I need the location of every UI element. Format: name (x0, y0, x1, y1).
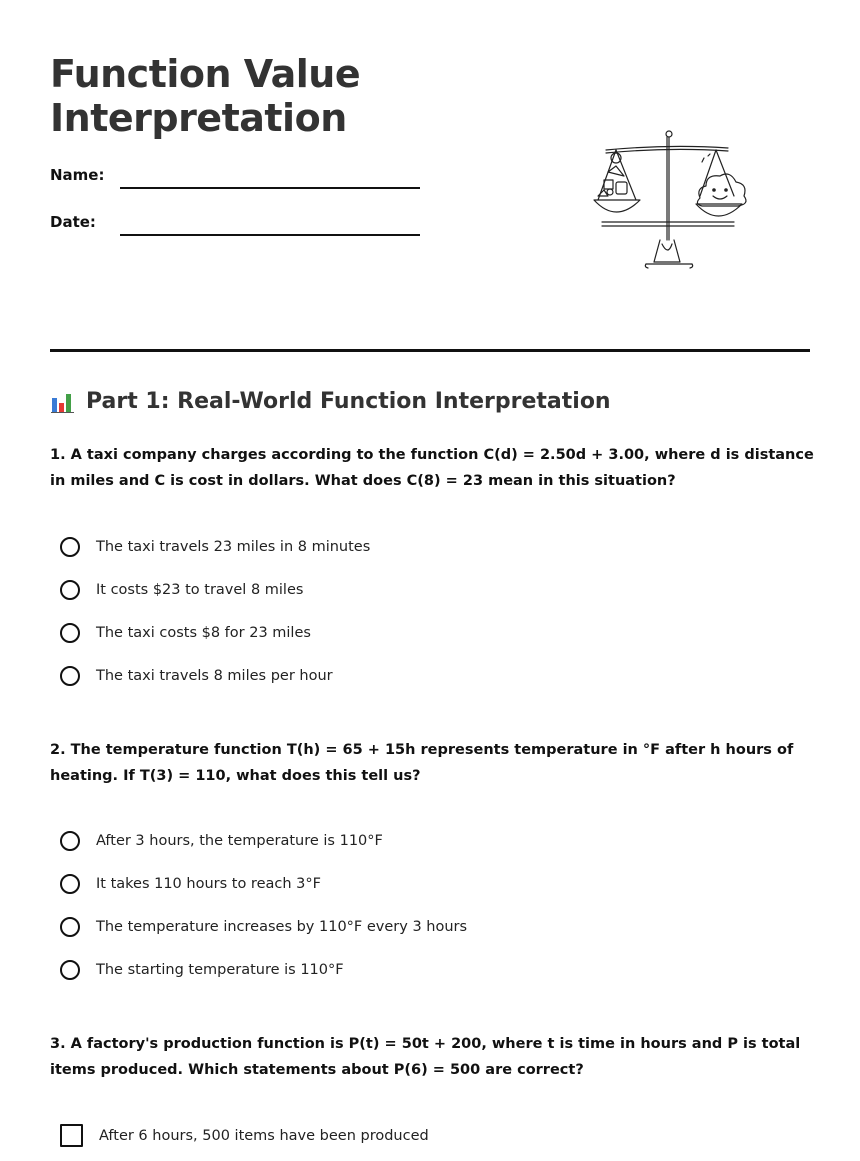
radio-button[interactable] (60, 666, 80, 686)
checkbox[interactable] (60, 1124, 83, 1147)
q2-option-3[interactable] (60, 917, 467, 937)
option-label: The taxi costs $8 for 23 miles (96, 625, 311, 641)
q1-option-1[interactable] (60, 537, 370, 557)
option-label: The starting temperature is 110°F (96, 962, 344, 978)
radio-button[interactable] (60, 623, 80, 643)
radio-button[interactable] (60, 580, 80, 600)
part1-heading (50, 388, 611, 414)
radio-button[interactable] (60, 831, 80, 851)
radio-button[interactable] (60, 917, 80, 937)
name-field[interactable] (120, 187, 420, 189)
q2-option-1[interactable] (60, 831, 383, 851)
option-label: The taxi travels 8 miles per hour (96, 668, 333, 684)
option-label: It costs $23 to travel 8 miles (96, 582, 304, 598)
option-label: The temperature increases by 110°F every 3 hours (96, 919, 468, 935)
option-label: After 6 hours, 500 items have been produced (99, 1127, 429, 1144)
part1-title: Part 1: Real-World Function Interpretation (86, 388, 611, 414)
radio-button[interactable] (60, 537, 80, 557)
option-label: It takes 110 hours to reach 3°F (96, 876, 321, 892)
question-1: 1. A taxi company charges according to the function C(d) = 2.50d + 3.00, where d is distance in miles and C is cost in dollars. What does C(8) = 23 mean in this situation? (50, 447, 814, 489)
radio-button[interactable] (60, 874, 80, 894)
question-3: 3. A factory's production function is P(t) = 50t + 200, where t is time in hours and P is total items produced. Which statements about P(6) = 500 are correct? (50, 1036, 801, 1078)
q1-option-2[interactable] (60, 580, 303, 600)
date-field[interactable] (120, 234, 420, 236)
option-label: The taxi travels 23 miles in 8 minutes (96, 539, 371, 555)
q1-option-4[interactable] (60, 666, 333, 686)
q3-option-1[interactable] (60, 1124, 429, 1147)
date-label: Date: (50, 213, 96, 231)
section-divider (50, 349, 810, 352)
name-label: Name: (50, 166, 105, 184)
option-label: After 3 hours, the temperature is 110°F (96, 833, 383, 849)
q2-option-4[interactable] (60, 960, 344, 980)
bar-chart-icon (50, 388, 76, 414)
balance-scale-icon (586, 128, 766, 272)
radio-button[interactable] (60, 960, 80, 980)
question-2: 2. The temperature function T(h) = 65 + 15h represents temperature in °F after h hours of heating. If T(3) = 110, what does this tell us? (50, 742, 794, 784)
q1-option-3[interactable] (60, 623, 311, 643)
q2-option-2[interactable] (60, 874, 321, 894)
page-title: Function Value Interpretation (50, 52, 361, 140)
